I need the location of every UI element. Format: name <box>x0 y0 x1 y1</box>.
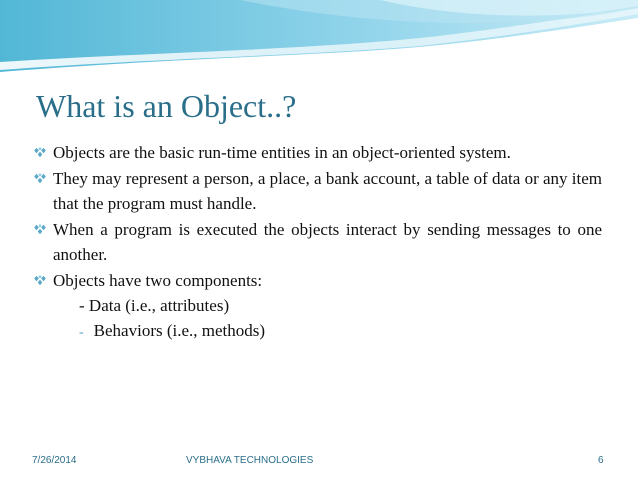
sub-item-data <box>53 293 602 318</box>
bullet-text: Objects have two components: <box>53 271 263 290</box>
diamond-bullet-icon <box>33 173 47 185</box>
bullet-item <box>38 268 602 345</box>
sub-item-behaviors <box>53 318 602 345</box>
sub-item-behaviors-text: Behaviors (i.e., methods) <box>93 321 266 340</box>
diamond-bullet-icon <box>33 224 47 236</box>
slide-footer <box>0 455 638 471</box>
diamond-bullet-icon <box>33 275 47 287</box>
slide-title: What is an Object..? <box>36 88 297 124</box>
diamond-bullet-icon <box>33 147 47 159</box>
bullet-text: They may represent a person, a place, a bank account, a table of data or any item that the program must handle. <box>53 169 602 213</box>
footer-company: VYBHAVA TECHNOLOGIES <box>186 455 314 466</box>
page-number: 6 <box>598 455 604 466</box>
bullet-list <box>38 140 602 346</box>
bullet-item <box>38 140 602 165</box>
sub-item-data-text: - Data (i.e., attributes) <box>79 296 230 315</box>
header-wave-decoration <box>0 0 638 80</box>
bullet-text: When a program is executed the objects interact by sending messages to one another. <box>53 220 602 264</box>
footer-date: 7/26/2014 <box>32 455 77 466</box>
bullet-item <box>38 166 602 216</box>
sub-item-dash: - <box>79 325 84 340</box>
bullet-item <box>38 217 602 267</box>
bullet-text: Objects are the basic run-time entities in an object-oriented system. <box>53 143 511 162</box>
